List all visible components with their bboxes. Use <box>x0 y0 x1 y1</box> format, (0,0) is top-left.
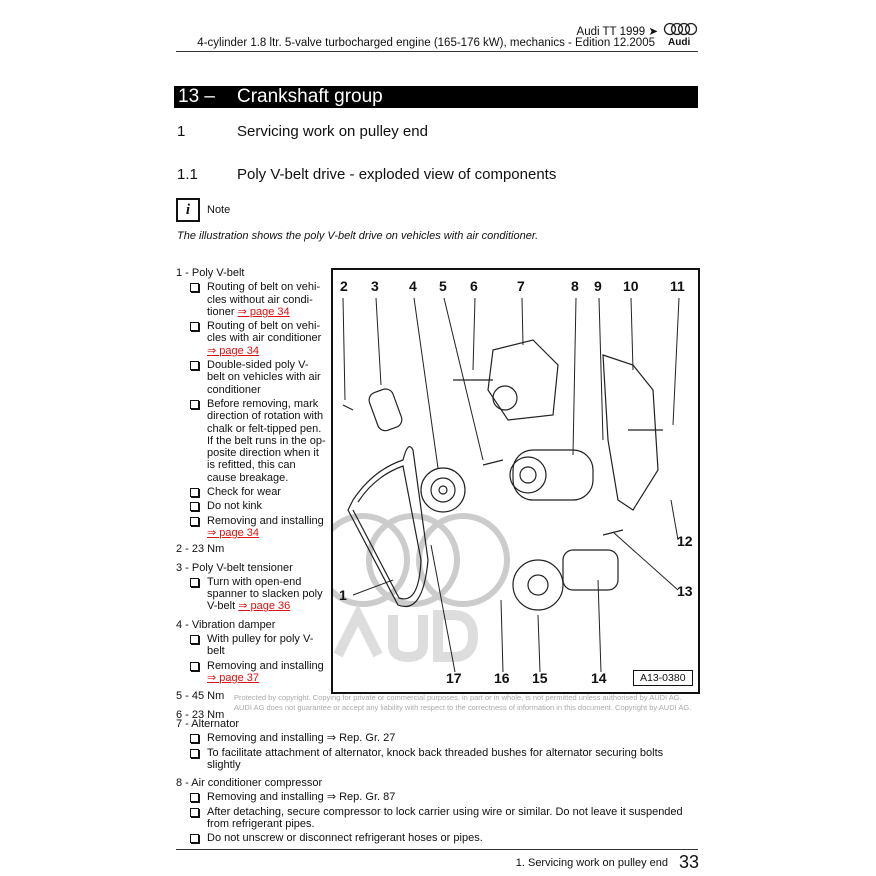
callout-14: 14 <box>591 670 607 686</box>
figure-id: A13-0380 <box>633 670 693 686</box>
checkbox-bullet-icon <box>190 749 199 758</box>
page-link[interactable]: ⇒ page 37 <box>207 671 260 684</box>
item-sub: Before removing, mark direction of rotation with chalk or felt-tipped pen. If the belt runs in the op-posite direction when it is refitted, this can cause breakage. <box>176 398 326 484</box>
page-link[interactable]: ⇒ page 36 <box>238 600 291 613</box>
callout-12: 12 <box>677 533 693 549</box>
callout-7: 7 <box>517 278 525 294</box>
item-sub: Check for wear <box>176 486 326 498</box>
chapter-title: Crankshaft group <box>237 86 383 107</box>
checkbox-bullet-icon <box>190 322 199 331</box>
callout-5: 5 <box>439 278 447 294</box>
checkbox-bullet-icon <box>190 361 199 370</box>
item-title: 6 - 23 Nm <box>176 708 225 721</box>
item-sub: Do not kink <box>176 500 326 512</box>
header-rule <box>176 51 698 52</box>
checkbox-bullet-icon <box>190 400 199 409</box>
callout-11: 11 <box>670 278 685 294</box>
page-link[interactable]: ⇒ page 34 <box>237 305 290 318</box>
checkbox-bullet-icon <box>190 488 199 497</box>
item-title: 5 - 45 Nm <box>176 690 225 703</box>
page-number: 33 <box>679 852 700 872</box>
copyright-notice: Protected by copyright. Copying for private or commercial purposes, in part or in whole, is not permitted unless authorised by AUDI AG. AUDI AG does not guarantee or accept any liability with respect to the correctness of information in this document. Copyright by AUDI AG. <box>234 693 692 712</box>
item-sub: Double-sided poly V-belt on vehicles with air conditioner <box>176 359 326 396</box>
chapter-number: 13 – <box>178 86 215 107</box>
page-link[interactable]: ⇒ page 34 <box>207 344 260 357</box>
item-title: 1 - Poly V-belt <box>176 267 245 279</box>
callout-8: 8 <box>571 278 579 294</box>
checkbox-bullet-icon <box>190 635 199 644</box>
header-subtitle: 4-cylinder 1.8 ltr. 5-valve turbocharged engine (165-176 kW), mechanics - Edition 12.2005 <box>197 37 655 49</box>
callout-15: 15 <box>532 670 548 686</box>
checkbox-bullet-icon <box>190 734 199 743</box>
item-list-wide <box>176 718 696 845</box>
page-link[interactable]: ⇒ page 34 <box>207 526 260 539</box>
chapter-bar <box>174 86 698 108</box>
audi-watermark <box>338 615 473 657</box>
item-sub: Turn with open-end spanner to slacken poly V-belt ⇒ page 36 <box>176 576 326 613</box>
item-title: 8 - Air conditioner compressor <box>176 777 323 790</box>
item-sub: After detaching, secure compressor to lock carrier using wire or similar. Do not leave it suspended from refrigerant pipes. <box>176 806 696 831</box>
audi-rings-logo <box>663 22 699 36</box>
checkbox-bullet-icon <box>190 793 199 802</box>
checkbox-bullet-icon <box>190 578 199 587</box>
exploded-view-drawing <box>333 270 698 692</box>
item-sub: Routing of belt on vehi-cles with air conditioner ⇒ page 34 <box>176 320 326 357</box>
item-sub: With pulley for poly V-belt <box>176 633 326 658</box>
note-text: The illustration shows the poly V-belt drive on vehicles with air conditioner. <box>177 230 539 242</box>
item-sub: Removing and installing ⇒ page 37 <box>176 660 326 685</box>
checkbox-bullet-icon <box>190 502 199 511</box>
section-number: 1 <box>177 123 186 140</box>
callout-4: 4 <box>409 278 417 294</box>
checkbox-bullet-icon <box>190 808 199 817</box>
checkbox-bullet-icon <box>190 834 199 843</box>
callout-16: 16 <box>494 670 510 686</box>
callout-6: 6 <box>470 278 478 294</box>
callout-10: 10 <box>623 278 639 294</box>
item-title: 3 - Poly V-belt tensioner <box>176 561 293 574</box>
item-list-left <box>176 267 326 721</box>
subsection-number: 1.1 <box>177 166 198 183</box>
item-sub: Do not unscrew or disconnect refrigerant hoses or pipes. <box>176 832 696 844</box>
item-sub: Routing of belt on vehi-cles without air condi-tioner ⇒ page 34 <box>176 281 326 318</box>
subsection-title: Poly V-belt drive - exploded view of components <box>237 166 557 183</box>
callout-9: 9 <box>594 278 602 294</box>
item-sub: Removing and installing ⇒ Rep. Gr. 87 <box>176 791 696 803</box>
item-title: 4 - Vibration damper <box>176 618 276 631</box>
callout-2: 2 <box>340 278 348 294</box>
footer-section: 1. Servicing work on pulley end <box>515 857 668 869</box>
item-sub: Removing and installing ⇒ page 34 <box>176 515 326 540</box>
note-label: Note <box>207 204 231 216</box>
checkbox-bullet-icon <box>190 517 199 526</box>
footer-rule <box>176 849 698 850</box>
header-model: Audi TT 1999 ➤ <box>576 26 658 38</box>
section-title: Servicing work on pulley end <box>237 123 428 140</box>
item-sub: To facilitate attachment of alternator, knock back threaded bushes for alternator securing bolts slightly <box>176 747 696 772</box>
callout-3: 3 <box>371 278 379 294</box>
item-sub: Removing and installing ⇒ Rep. Gr. 27 <box>176 732 696 744</box>
checkbox-bullet-icon <box>190 662 199 671</box>
exploded-view-figure <box>331 268 700 694</box>
item-title: 2 - 23 Nm <box>176 543 225 556</box>
callout-17: 17 <box>446 670 462 686</box>
item-title: 7 - Alternator <box>176 718 239 730</box>
audi-watermark-rings <box>333 516 507 604</box>
callout-1: 1 <box>339 587 347 603</box>
audi-logo-text: Audi <box>668 37 691 48</box>
callout-13: 13 <box>677 583 693 599</box>
info-icon: i <box>176 198 200 222</box>
checkbox-bullet-icon <box>190 283 199 292</box>
